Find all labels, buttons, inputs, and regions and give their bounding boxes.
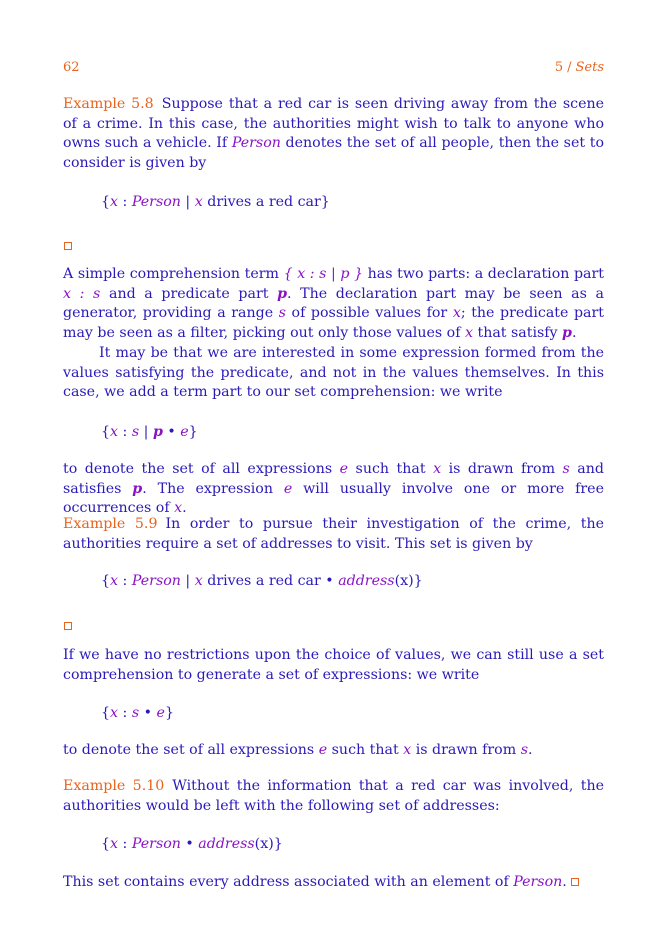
running-header [63, 60, 604, 75]
paragraph-no-restrictions: If we have no restrictions upon the choice of values, we can still use a set comprehension to generate a set of expressions: we write [63, 647, 604, 683]
qed-symbol [64, 615, 72, 634]
display-math-5-8: {x : Person | x drives a red car} [101, 194, 330, 210]
paragraph-comprehension: A simple comprehension term { x : s | p } has two parts: a declaration part x : s and a predicate part p. The declaration part may be seen as a generator, providing a range s of possible values for x; the predicate part may be seen as a filter, picking out only those values of x that satisfy p. [63, 266, 605, 341]
display-math-5-9: {x : Person | x drives a red car • address(x)} [101, 573, 423, 589]
example-label: Example 5.8 [63, 96, 154, 112]
section-title: Sets [575, 60, 604, 75]
example-label: Example 5.10 [63, 778, 165, 794]
paragraph-denote-1: to denote the set of all expressions e such that x is drawn from s and satisfies p. The expression e will usually involve one or more free occurrences of x. [63, 461, 604, 517]
display-math-term: {x : s | p • e} [101, 424, 198, 440]
qed-symbol [571, 878, 579, 886]
paragraph-denote-2: to denote the set of all expressions e such that x is drawn from s. [63, 742, 533, 758]
qed-symbol [64, 235, 72, 254]
paragraph-closing: This set contains every address associated with an element of Person. [63, 873, 604, 893]
page-number: 62 [63, 60, 80, 75]
paragraph-expression: It may be that we are interested in some expression formed from the values satisfying the predicate, and not in the values themselves. In this case, we add a term part to our set comprehension: we write [63, 345, 604, 401]
example-5-8: Example 5.8 Suppose that a red car is seen driving away from the scene of a crime. In this case, the authorities might wish to talk to anyone who owns such a vehicle. If Person denotes the set of all people, then the set to consider is given by [63, 96, 605, 171]
example-label: Example 5.9 [63, 516, 158, 532]
display-math-5-10: {x : Person • address(x)} [101, 836, 283, 852]
example-5-10: Example 5.10 Without the information that a red car was involved, the authorities would be left with the following set of addresses: [63, 778, 604, 814]
section-heading: 5 / Sets [554, 60, 604, 75]
example-5-9: Example 5.9 In order to pursue their investigation of the crime, the authorities require a set of addresses to visit. This set is given by [63, 516, 605, 552]
display-math-expression: {x : s • e} [101, 705, 174, 721]
